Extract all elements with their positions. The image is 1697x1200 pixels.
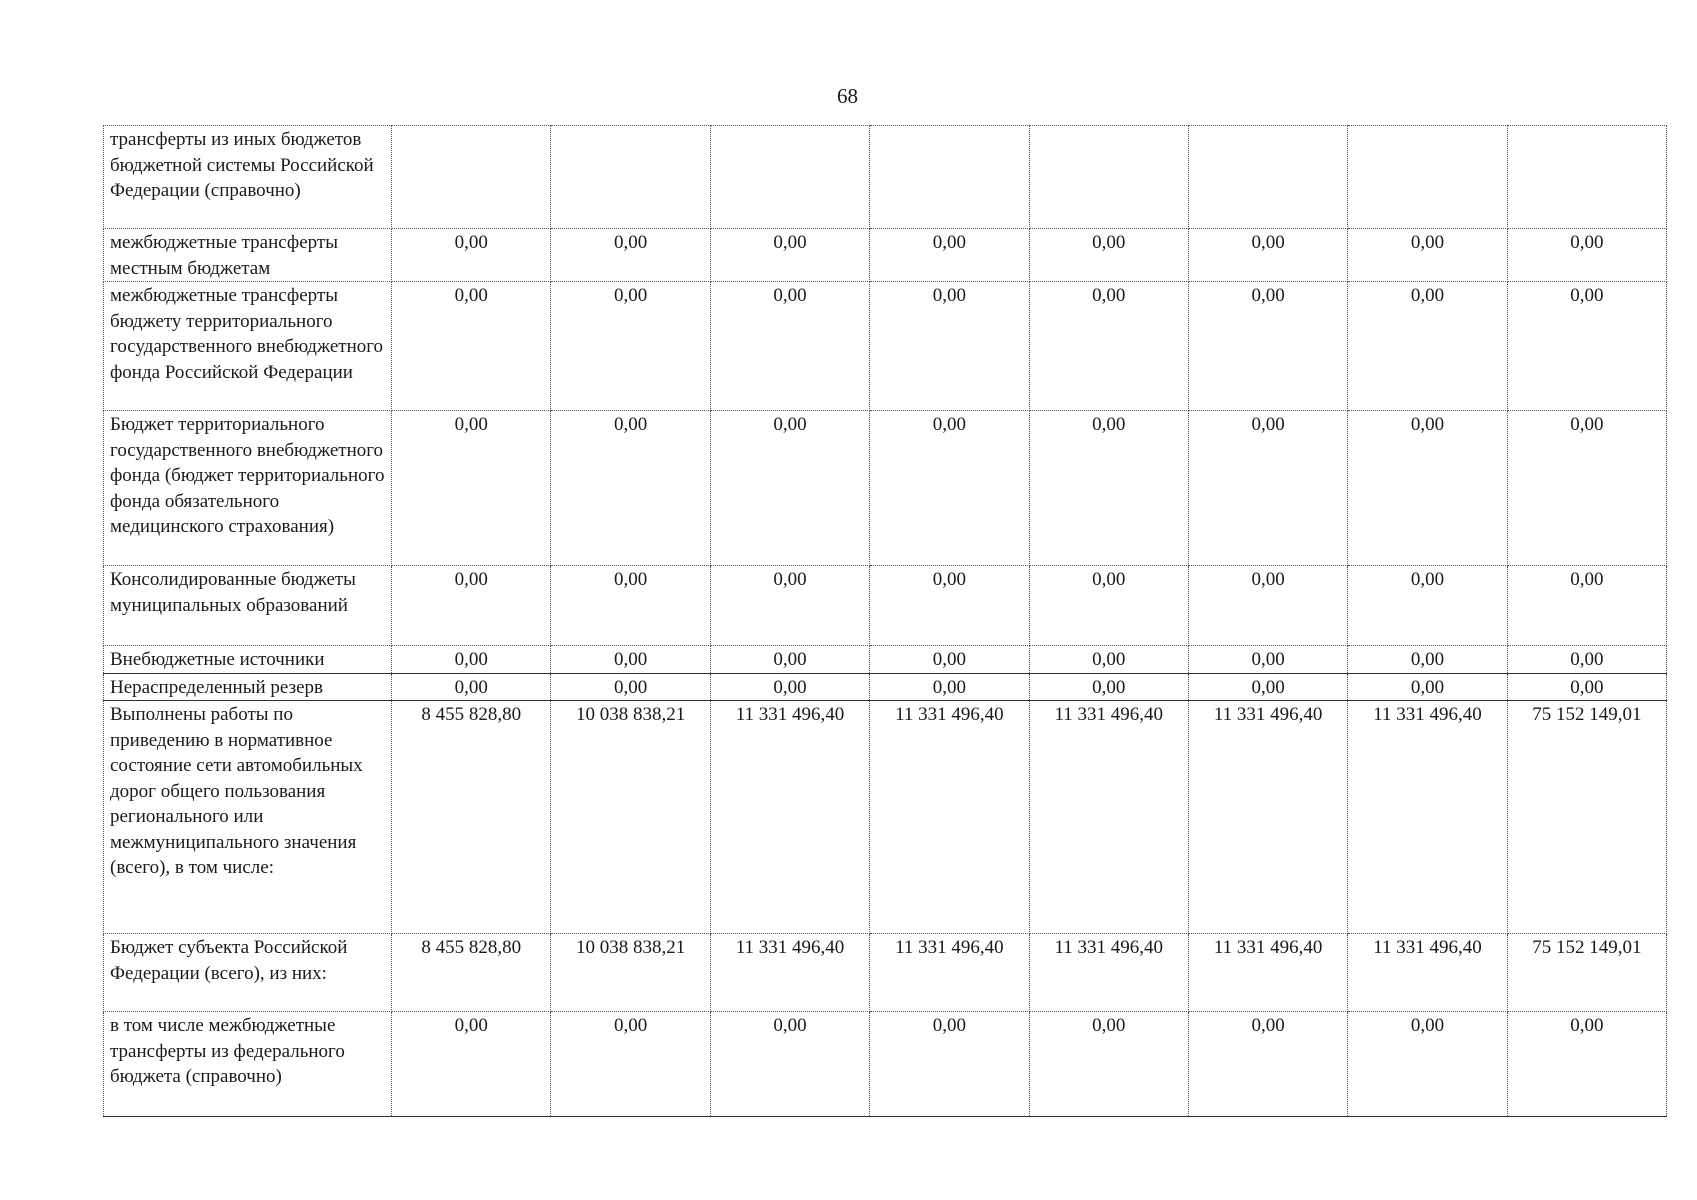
row-value: 0,00 — [1507, 282, 1666, 411]
row-value: 0,00 — [710, 566, 869, 646]
row-value: 0,00 — [392, 673, 551, 701]
row-value: 0,00 — [870, 282, 1029, 411]
row-value: 0,00 — [1507, 229, 1666, 282]
table-row — [104, 934, 1667, 1012]
page-number — [0, 84, 1697, 109]
table-row — [104, 126, 1667, 229]
row-value: 0,00 — [1188, 411, 1347, 566]
row-label: межбюджетные трансферты местным бюджетам — [104, 229, 392, 282]
row-value: 0,00 — [392, 566, 551, 646]
row-value: 0,00 — [551, 646, 710, 674]
row-value: 0,00 — [1188, 673, 1347, 701]
row-value — [1507, 126, 1666, 229]
table-row — [104, 646, 1667, 674]
row-label: Нераспределенный резерв — [104, 673, 392, 701]
row-value: 0,00 — [1188, 646, 1347, 674]
table-row — [104, 701, 1667, 934]
row-value: 0,00 — [710, 229, 869, 282]
row-value: 0,00 — [710, 673, 869, 701]
row-label: Бюджет субъекта Российской Федерации (всего), из них: — [104, 934, 392, 1012]
row-value: 0,00 — [1507, 673, 1666, 701]
row-value: 0,00 — [551, 673, 710, 701]
row-value: 0,00 — [392, 229, 551, 282]
row-value: 75 152 149,01 — [1507, 934, 1666, 1012]
row-value: 0,00 — [551, 229, 710, 282]
budget-table — [103, 125, 1667, 1117]
row-value: 0,00 — [1507, 411, 1666, 566]
row-value: 0,00 — [1507, 566, 1666, 646]
row-label: в том числе межбюджетные трансферты из федерального бюджета (справочно) — [104, 1012, 392, 1117]
row-value: 11 331 496,40 — [1188, 934, 1347, 1012]
table-row — [104, 229, 1667, 282]
table-row — [104, 566, 1667, 646]
row-value: 0,00 — [1029, 673, 1188, 701]
row-value — [1029, 126, 1188, 229]
row-label: межбюджетные трансферты бюджету территориального государственного внебюджетного фонда Российской Федерации — [104, 282, 392, 411]
row-value: 0,00 — [870, 646, 1029, 674]
row-value — [1188, 126, 1347, 229]
row-value: 0,00 — [870, 673, 1029, 701]
row-value: 8 455 828,80 — [392, 701, 551, 934]
row-value: 0,00 — [1348, 411, 1507, 566]
row-value: 11 331 496,40 — [710, 701, 869, 934]
row-value: 0,00 — [1029, 1012, 1188, 1117]
row-value: 0,00 — [710, 646, 869, 674]
row-value: 0,00 — [710, 1012, 869, 1117]
row-value: 0,00 — [1348, 646, 1507, 674]
row-value: 0,00 — [392, 1012, 551, 1117]
table-body — [104, 126, 1667, 1117]
row-value: 0,00 — [392, 282, 551, 411]
row-value — [1348, 126, 1507, 229]
row-label: Выполнены работы по приведению в нормативное состояние сети автомобильных дорог общего пользования регионального или межмуниципального значения (всего), в том числе: — [104, 701, 392, 934]
row-value: 8 455 828,80 — [392, 934, 551, 1012]
row-value: 0,00 — [1507, 1012, 1666, 1117]
row-value: 11 331 496,40 — [710, 934, 869, 1012]
row-value: 0,00 — [551, 1012, 710, 1117]
row-value: 11 331 496,40 — [870, 701, 1029, 934]
row-value: 11 331 496,40 — [1348, 701, 1507, 934]
row-label: Бюджет территориального государственного внебюджетного фонда (бюджет территориального фонда обязательного медицинского страхования) — [104, 411, 392, 566]
row-value: 0,00 — [1029, 566, 1188, 646]
row-value: 0,00 — [1029, 282, 1188, 411]
row-value: 0,00 — [870, 1012, 1029, 1117]
row-value: 0,00 — [1348, 229, 1507, 282]
row-value: 0,00 — [870, 411, 1029, 566]
row-value: 10 038 838,21 — [551, 934, 710, 1012]
row-value: 0,00 — [1348, 673, 1507, 701]
row-value — [551, 126, 710, 229]
row-label: Консолидированные бюджеты муниципальных образований — [104, 566, 392, 646]
row-value: 11 331 496,40 — [1029, 701, 1188, 934]
row-value: 0,00 — [1348, 1012, 1507, 1117]
row-value: 11 331 496,40 — [1029, 934, 1188, 1012]
page-number-text: 68 — [837, 84, 858, 108]
row-value: 0,00 — [1029, 646, 1188, 674]
table-row — [104, 282, 1667, 411]
row-value: 0,00 — [1188, 282, 1347, 411]
row-value — [392, 126, 551, 229]
row-value: 75 152 149,01 — [1507, 701, 1666, 934]
row-value — [710, 126, 869, 229]
row-value: 0,00 — [710, 282, 869, 411]
row-value: 0,00 — [1507, 646, 1666, 674]
row-label: Внебюджетные источники — [104, 646, 392, 674]
row-label: трансферты из иных бюджетов бюджетной системы Российской Федерации (справочно) — [104, 126, 392, 229]
row-value: 0,00 — [392, 646, 551, 674]
table-row — [104, 411, 1667, 566]
row-value: 0,00 — [1188, 229, 1347, 282]
row-value: 10 038 838,21 — [551, 701, 710, 934]
row-value: 11 331 496,40 — [1188, 701, 1347, 934]
row-value: 0,00 — [1029, 411, 1188, 566]
row-value — [870, 126, 1029, 229]
row-value: 0,00 — [710, 411, 869, 566]
row-value: 11 331 496,40 — [1348, 934, 1507, 1012]
row-value: 0,00 — [1348, 566, 1507, 646]
row-value: 0,00 — [870, 566, 1029, 646]
row-value: 0,00 — [1348, 282, 1507, 411]
row-value: 0,00 — [870, 229, 1029, 282]
table-row — [104, 1012, 1667, 1117]
row-value: 0,00 — [1029, 229, 1188, 282]
row-value: 0,00 — [392, 411, 551, 566]
row-value: 0,00 — [551, 566, 710, 646]
row-value: 0,00 — [1188, 1012, 1347, 1117]
table-row — [104, 673, 1667, 701]
row-value: 11 331 496,40 — [870, 934, 1029, 1012]
row-value: 0,00 — [1188, 566, 1347, 646]
row-value: 0,00 — [551, 282, 710, 411]
row-value: 0,00 — [551, 411, 710, 566]
